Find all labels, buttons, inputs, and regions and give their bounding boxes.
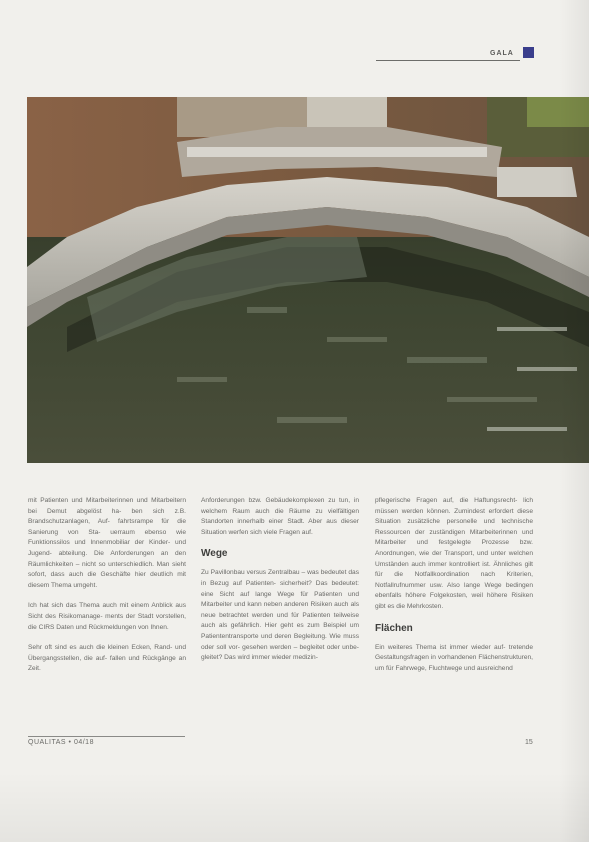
section-label: GALA: [490, 50, 514, 57]
subheading-flaechen: Flächen: [375, 622, 413, 634]
footer-publication: QUALITAS • 04/18: [28, 739, 94, 746]
page-shadow-right: [559, 0, 589, 842]
paragraph: Ich hat sich das Thema auch mit einem Anblick aus Sicht des Risikomanage- ments der Stadt vorstellen, die CIRS Daten und Rückmeldungen von Ihnen.: [28, 602, 186, 631]
paragraph: mit Patienten und Mitarbeiterinnen und Mitarbeitern bei Demut abgelöst ha- ben sich z.B. Brandschutzanlagen, Auf- fahrtsrampe für die Sanierung von Sta- uerraum ebenso wie Funktionssilos und Innenmobiliar der Kinder- und Jugend- abteilung. Die Anforderungen an den Räumlichkeiten – nicht so unterschiedlich. Man sieht sofort, dass auch die Geschäfte hier deutlich mit diesem Thema umgeht.: [28, 497, 186, 589]
page-number: 15: [525, 739, 533, 746]
paragraph: Zu Pavillonbau versus Zentralbau – was bedeutet das in Bezug auf Patienten- sicherheit? Das bedeutet: eine Sicht auf lange Wege für Patienten und Mitarbeiter und kann neben anderen Risiken auch als neue betrachtet werden und für Patienten teilweise auch als gefährlich. Hier geht es zum Beispiel um Patiententransporte und deren Begleitung. Wie muss oder soll vor- gesehen werden – begleitet oder unbe- gleitet? Das wird immer wieder medizin-: [201, 569, 359, 662]
text-column-2: [201, 496, 359, 674]
paragraph: pflegerische Fragen auf, die Haftungsrecht- lich müssen werden können. Zumindest erfordert diese Situation zusätzliche personelle und technische Ressourcen der zuständigen Mitarbeiterinnen und Mitarbeiter und festgelegte Prozesse bzw. Anordnungen, wie der Transport, und unter welchen Umständen auch immer kontrolliert ist. Ähnliches gilt für die Notfallkoordination nach Kriterien, Notfallrufnummer usw. Also lange Wege bedingen ebenfalls höhere Folgekosten, weil höhere Risiken gibt es die Mehrkosten.: [375, 497, 533, 610]
page-shadow-bottom: [0, 772, 589, 842]
paragraph: Anforderungen bzw. Gebäudekomplexen zu tun, in welchem Raum auch die Räume zu vielfältigen Standorten innerhalb einer Stadt. Aber aus dieser Situation werfen sich viele Fragen auf.: [201, 497, 359, 536]
photo-bridge-canal: [27, 97, 589, 463]
text-column-3: [375, 496, 533, 684]
paragraph: Sehr oft sind es auch die kleinen Ecken, Rand- und Übergangsstellen, die auf- fallen und Rückgänge an Zeit.: [28, 644, 186, 673]
text-column-1: [28, 496, 186, 685]
section-color-marker: [523, 47, 534, 58]
paragraph: Ein weiteres Thema ist immer wieder auf- tretende Gestaltungsfragen in vorhandenen Flächenstrukturen, um für Fahrwege, Fluchtwege und ausreichend: [375, 643, 533, 672]
header-rule: [376, 60, 520, 61]
photo-illustration: [27, 97, 589, 463]
subheading-wege: Wege: [201, 548, 228, 560]
footer-rule: [28, 736, 185, 737]
